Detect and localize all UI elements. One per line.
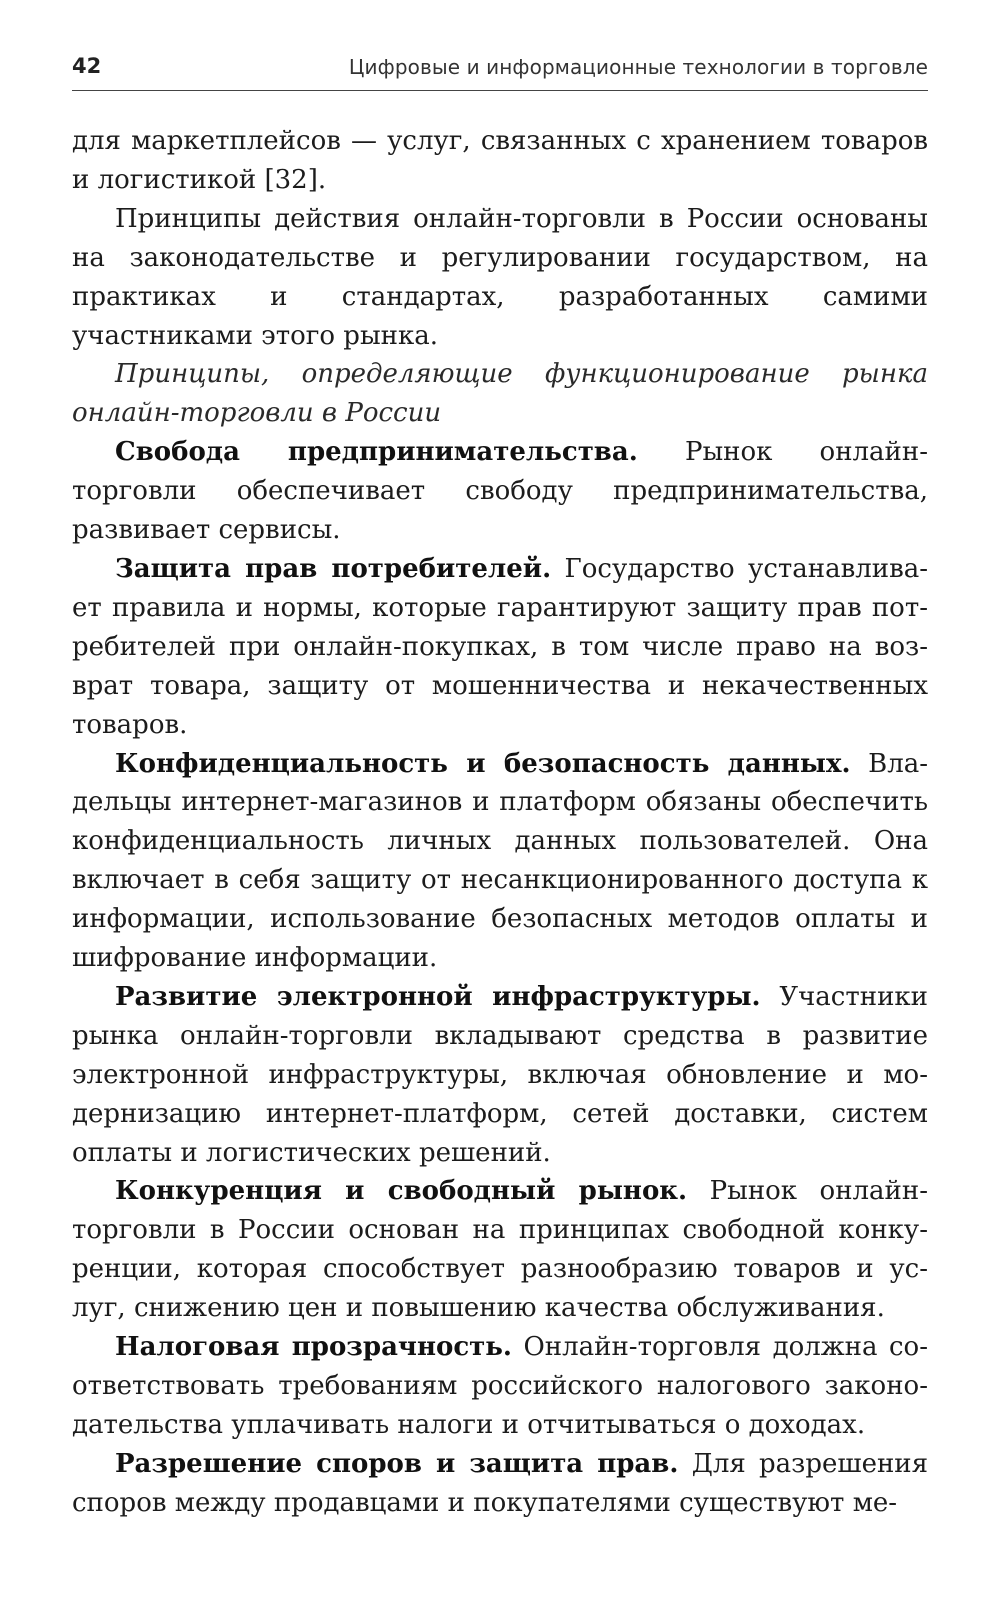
principle-term: Защита прав потребителей.: [115, 553, 552, 584]
principle-paragraph: Свобода предпринимательства. Рынок онлайн-торговли обеспечивает свободу предпринимательства, развивает сервисы.: [72, 437, 928, 546]
page-number: 42: [72, 54, 102, 78]
paragraph-continuation: для маркетплейсов — услуг, связанных с хранением товаров и логистикой [32].: [72, 126, 928, 195]
principle-paragraph: Защита прав потребителей. Государство устанавливает правила и нормы, которые гарантируют защиту прав потребителей при онлайн-покупках, в том числе право на возврат товара, защиту от мошенничества и некачественных товаров.: [72, 553, 929, 740]
principle-paragraph: Налоговая прозрачность. Онлайн-торговля должна соответствовать требованиям российского налогового законодательства уплачивать налоги и отчитываться о доходах.: [72, 1332, 928, 1440]
principle-paragraph: Развитие электронной инфраструктуры. Участники рынка онлайн-торговли вкладывают средства в развитие электронной инфраструктуры, включая обновление и модернизацию интернет-платформ, сетей доставки, систем оплаты и логистических решений.: [72, 981, 928, 1168]
running-title: Цифровые и информационные технологии в торговле: [348, 55, 928, 79]
principle-paragraph: Разрешение споров и защита прав. Для разрешения споров между продавцами и покупателями существуют ме-: [72, 1448, 929, 1518]
principle-paragraph: Конфиденциальность и безопасность данных. Владельцы интернет-магазинов и платформ обязаны обеспечить конфиденциальность личных данных пользователей. Она включает в себя защиту от несанкционированного доступа к информации, использование безопасных методов оплаты и шифрование информации.: [72, 748, 929, 974]
principle-term: Конфиденциальность и безопасность данных.: [115, 748, 851, 779]
principle-paragraph: Конкуренция и свободный рынок. Рынок онлайн-торговли в России основан на принципах свободной конкуренции, которая способствует разнообразию товаров и услуг, снижению цен и повышению качества обслуживания.: [72, 1176, 928, 1324]
page-body: [72, 122, 928, 1523]
principle-term: Налоговая прозрачность.: [115, 1332, 512, 1363]
principle-term: Конкуренция и свободный рынок.: [115, 1176, 688, 1207]
principle-term: Разрешение споров и защита прав.: [115, 1448, 679, 1479]
principle-term: Развитие электронной инфраструктуры.: [115, 981, 761, 1012]
section-subheading: Принципы, определяющие функционирование рынка онлайн-торговли в России: [72, 359, 928, 429]
page-header: [72, 50, 928, 91]
paragraph: Принципы действия онлайн-торговли в России основаны на законодательстве и регулировании государством, на практиках и стандартах, разработанных самими участниками этого рынка.: [72, 203, 928, 351]
principle-term: Свобода предпринимательства.: [115, 437, 638, 468]
